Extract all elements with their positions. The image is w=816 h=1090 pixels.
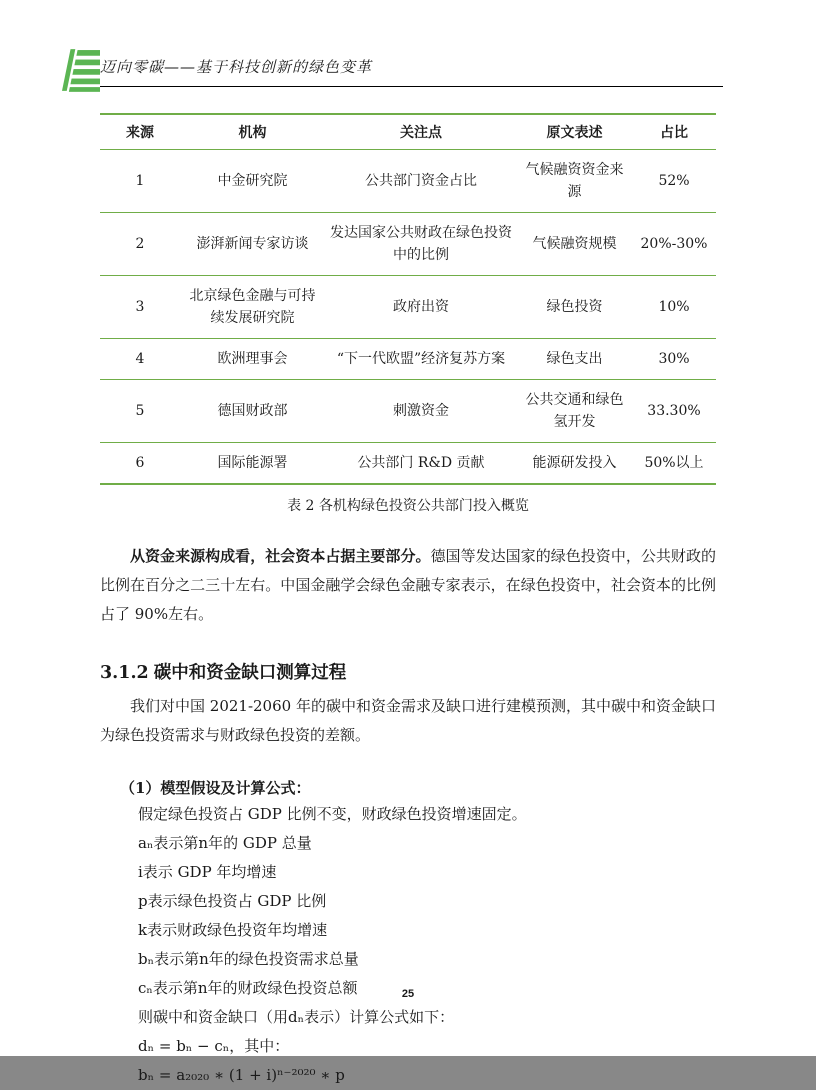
table-cell: 10% [632, 276, 716, 339]
table-cell: 30% [632, 339, 716, 380]
table-cell: 1 [100, 150, 180, 213]
table-row [100, 380, 716, 443]
model-formula-line: 则碳中和资金缺口（用dₙ表示）计算公式如下： [138, 1008, 455, 1026]
table-cell: 3 [100, 276, 180, 339]
table-header-cell: 机构 [180, 114, 325, 150]
table-cell: 欧洲理事会 [180, 339, 325, 380]
green-stripes-logo-icon [62, 47, 100, 93]
table-cell: 绿色投资 [517, 276, 632, 339]
page-header [100, 56, 723, 87]
model-formula-line: i表示 GDP 年均增速 [138, 863, 277, 881]
table-cell: 刺激资金 [325, 380, 517, 443]
model-formula-line: p表示绿色投资占 GDP 比例 [138, 892, 327, 910]
table-row [100, 150, 716, 213]
header-title: 迈向零碳——基于科技创新的绿色变革 [100, 56, 723, 87]
table-cell: 公共部门资金占比 [325, 150, 517, 213]
table-cell: 5 [100, 380, 180, 443]
paragraph-rest: 德国等发达国家的绿色投资中，公共财政的比例在百分之二三十左右。中国金融学会绿色金融专家表示，在绿色投资中，社会资本的比例占了 90%左右。 [100, 547, 716, 623]
model-lines [138, 800, 716, 1090]
table-cell: 50%以上 [644, 455, 704, 471]
section-title: 碳中和资金缺口测算过程 [153, 663, 347, 683]
table-cell: 能源研发投入 [532, 455, 617, 471]
paragraph-funding-sources [100, 542, 716, 629]
table-cell: 发达国家公共财政在绿色投资中的比例 [325, 213, 517, 276]
table-header-cell: 占比 [632, 114, 716, 150]
table-row [100, 443, 716, 485]
table-cell: 6 [135, 455, 145, 471]
table-cell: 气候融资资金来源 [517, 150, 632, 213]
page-number: 25 [401, 988, 415, 1000]
table-cell: 52% [632, 150, 716, 213]
table-cell: 政府出资 [325, 276, 517, 339]
table-cell: 北京绿色金融与可持续发展研究院 [180, 276, 325, 339]
table-cell: 德国财政部 [180, 380, 325, 443]
table-header-row [100, 114, 716, 150]
section-number: 3.1.2 [100, 663, 149, 683]
table-body [100, 150, 716, 485]
table-cell: 澎湃新闻专家访谈 [180, 213, 325, 276]
section-heading [100, 659, 716, 684]
table-cell: 20%-30% [632, 213, 716, 276]
table-row [100, 276, 716, 339]
table-row [100, 339, 716, 380]
paragraph-lead-bold: 从资金来源构成看，社会资本占据主要部分。 [130, 547, 431, 565]
table-row [100, 213, 716, 276]
paragraph-model-intro: 我们对中国 2021-2060 年的碳中和资金需求及缺口进行建模预测，其中碳中和资金缺口为绿色投资需求与财政绿色投资的差额。 [100, 697, 716, 744]
model-formula-line: bₙ表示第n年的绿色投资需求总量 [138, 950, 359, 968]
institutions-table [100, 113, 716, 485]
table-header-cell: 关注点 [325, 114, 517, 150]
table-cell: 33.30% [632, 380, 716, 443]
table-cell: 气候融资规模 [517, 213, 632, 276]
model-formula-line: cₙ表示第n年的财政绿色投资总额 [138, 979, 358, 997]
table-cell: 中金研究院 [180, 150, 325, 213]
table-header-cell: 来源 [100, 114, 180, 150]
model-formula-line: dₙ = bₙ − cₙ，其中： [138, 1037, 290, 1055]
table-caption: 表 2 各机构绿色投资公共部门投入概览 [287, 498, 529, 514]
model-formula-line: 假定绿色投资占 GDP 比例不变，财政绿色投资增速固定。 [138, 805, 527, 823]
table-cell: 4 [100, 339, 180, 380]
table-cell: “下一代欧盟”经济复苏方案 [325, 339, 517, 380]
table-cell: 国际能源署 [217, 455, 288, 471]
model-subtitle: （1）模型假设及计算公式： [120, 779, 311, 797]
table-cell: 2 [100, 213, 180, 276]
table-cell: 公共交通和绿色氢开发 [517, 380, 632, 443]
table-cell: 绿色支出 [517, 339, 632, 380]
model-formula-line: bₙ = a₂₀₂₀ ∗ (1 + i)ⁿ⁻²⁰²⁰ ∗ p [138, 1066, 345, 1084]
model-formula-line: aₙ表示第n年的 GDP 总量 [138, 834, 312, 852]
table-cell: 公共部门 R&D 贡献 [357, 455, 485, 471]
table-header-cell: 原文表述 [517, 114, 632, 150]
model-formula-line: k表示财政绿色投资年均增速 [138, 921, 328, 939]
page-content [100, 113, 716, 1090]
